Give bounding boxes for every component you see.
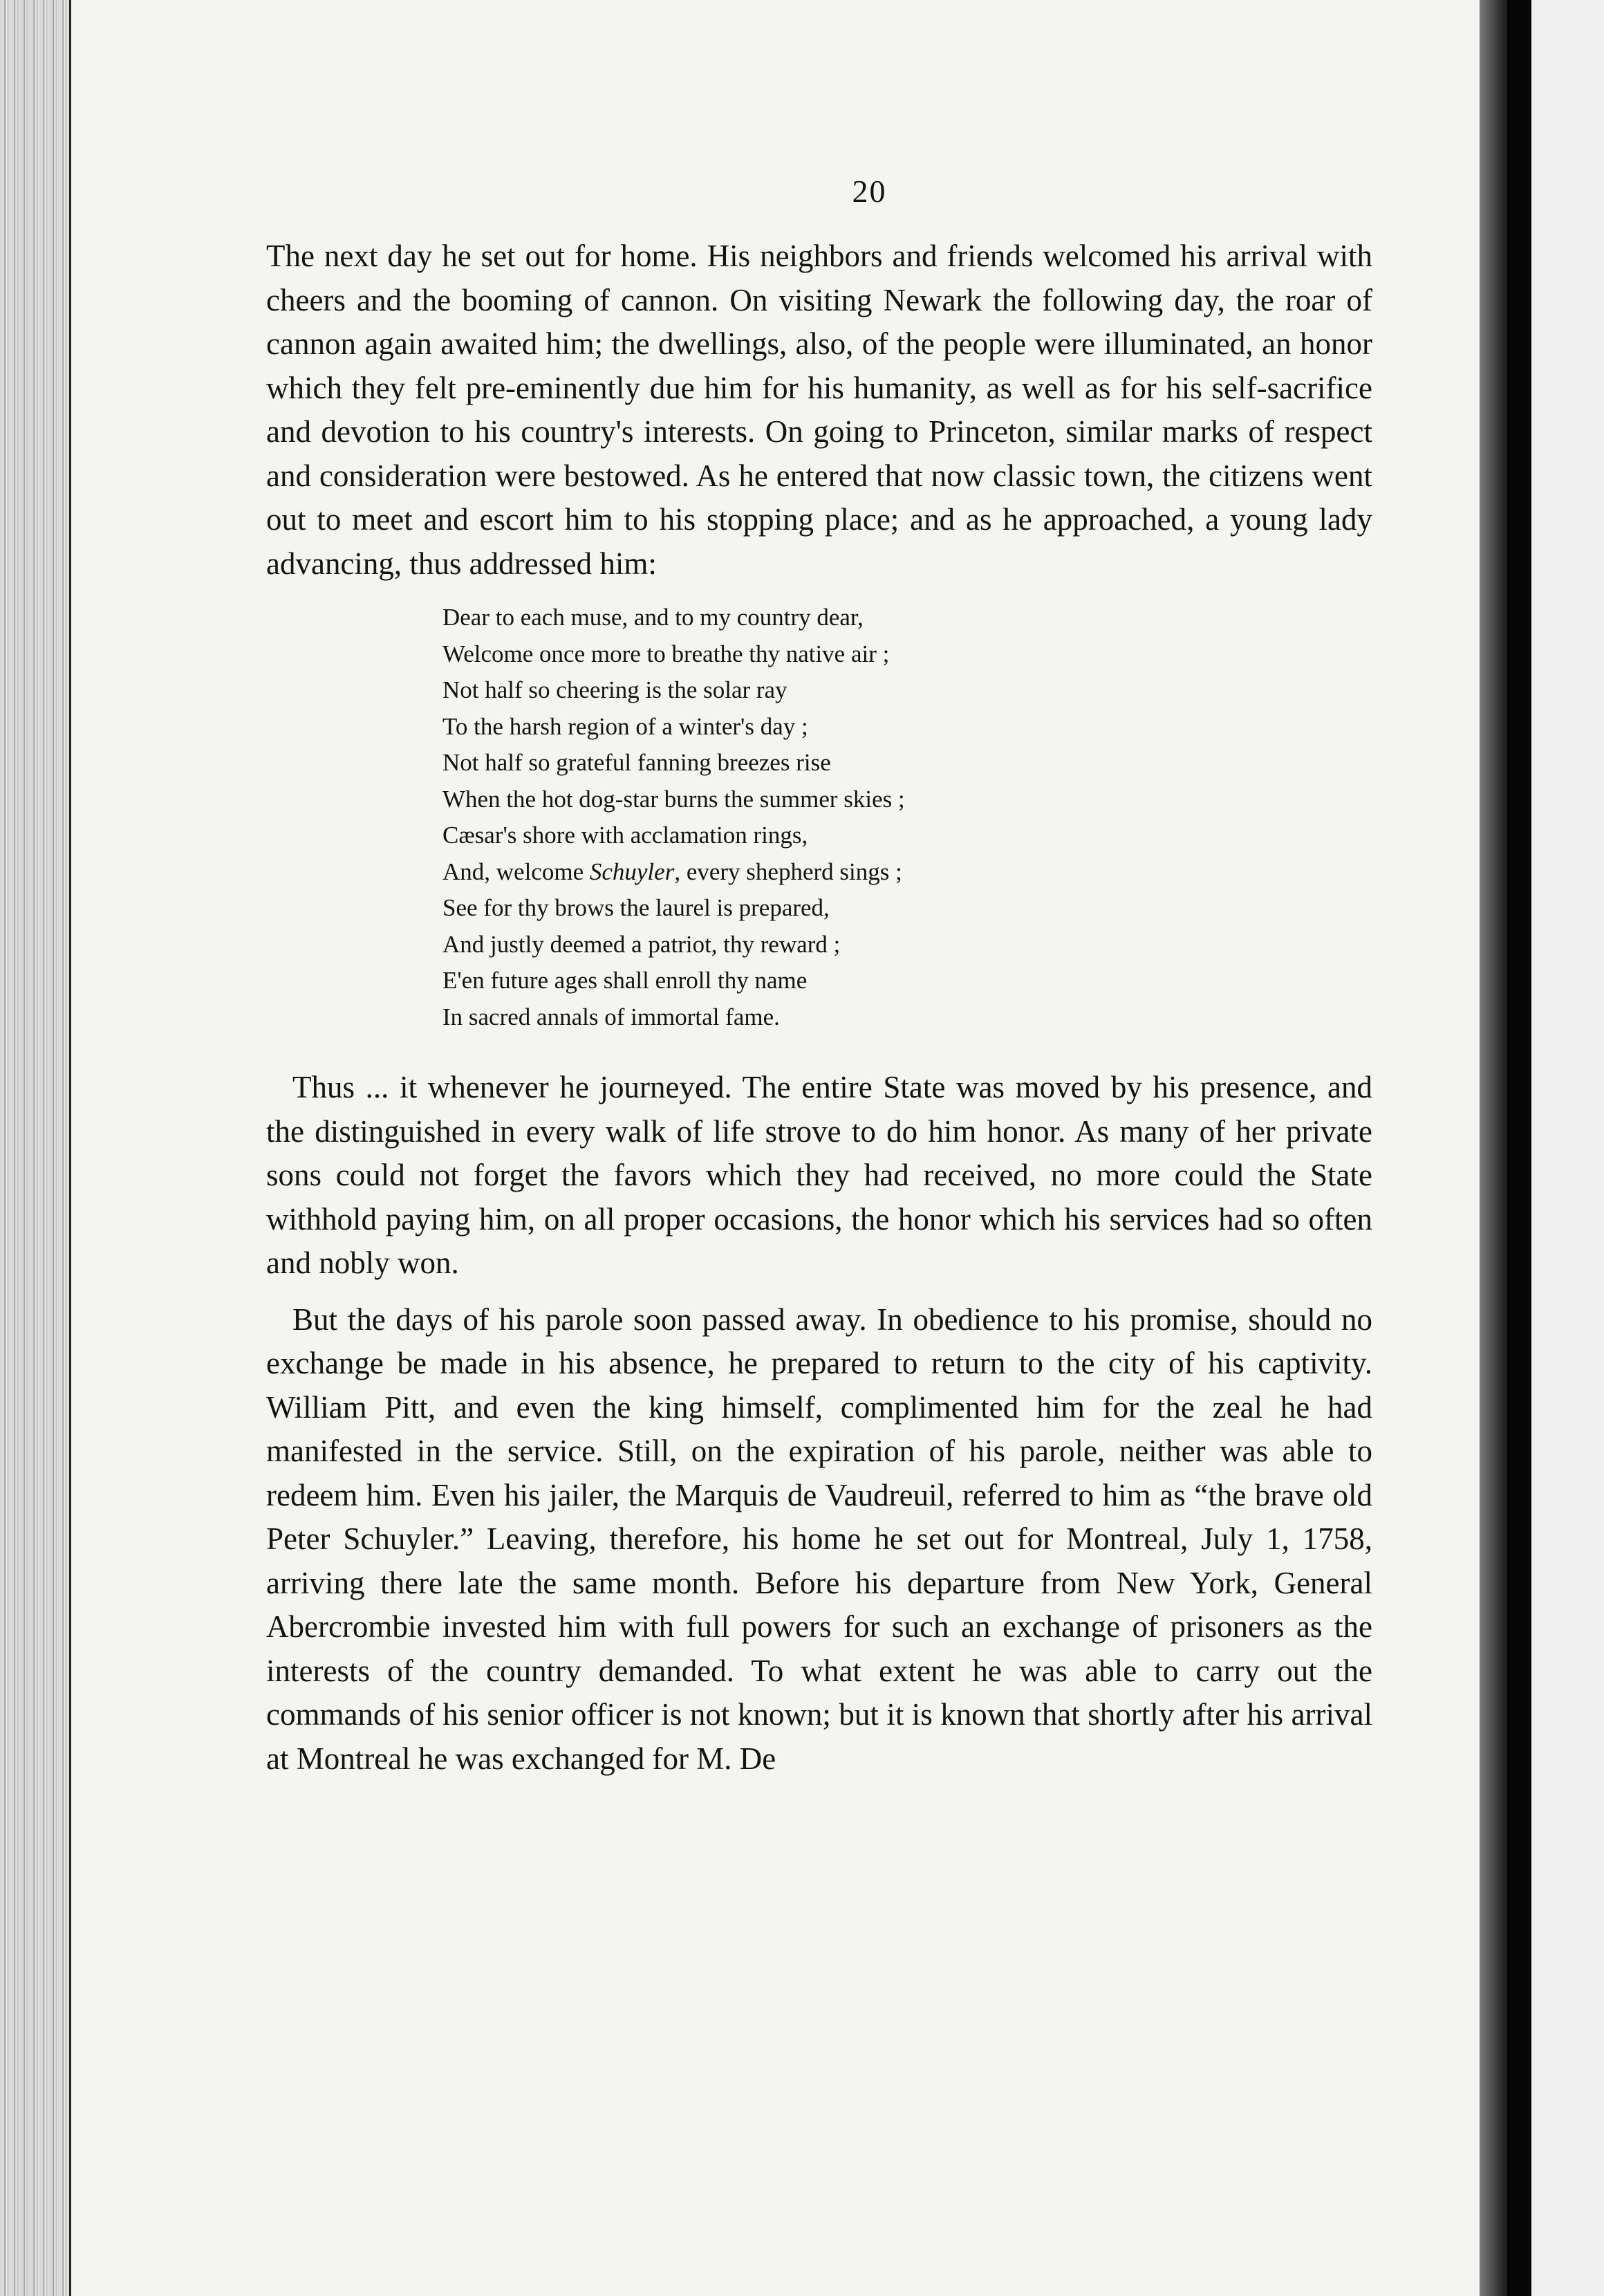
- poem-line: Welcome once more to breathe thy native air ;: [442, 640, 890, 667]
- poem-name-schuyler: Schuyler: [589, 858, 675, 885]
- poem-line-schuyler: [442, 854, 1372, 891]
- poem-text: , every shepherd sings ;: [674, 858, 902, 885]
- paragraph-3: But the days of his parole soon passed away. In obedience to his promise, should no exchange be made in his absence, he prepared to return to the city of his captivity. William Pitt, and even the king himself, complimented him for the zeal he had manifested in the service. Still, on the expiration of his parole, neither was able to redeem him. Even his jailer, the Marquis de Vaudreuil, referred to him as “the brave old Peter Schuyler.” Leaving, therefore, his home he set out for Montreal, July 1, 1758, arriving there late the same month. Before his departure from New York, General Abercrombie invested him with full powers for such an exchange of prisoners as the interests of the country demanded. To what extent he was able to carry out the commands of his senior officer is not known; but it is known that shortly after his arrival at Montreal he was exchanged for M. De: [266, 1302, 1372, 1776]
- poem-line: When the hot dog-star burns the summer skies ;: [442, 785, 905, 813]
- page-number: 20: [852, 174, 887, 209]
- poem: [442, 600, 1372, 1035]
- poem-line: To the harsh region of a winter's day ;: [442, 712, 808, 740]
- poem-line: See for thy brows the laurel is prepared,: [442, 894, 830, 921]
- page-content: [266, 173, 1372, 1781]
- facing-page-edge: [1531, 0, 1604, 2296]
- poem-line: In sacred annals of immortal fame.: [442, 1003, 780, 1030]
- book-edge: [0, 0, 76, 2296]
- paragraph-1: The next day he set out for home. His neighbors and friends welcomed his arrival with cheers and the booming of cannon. On visiting Newark the following day, the roar of cannon again awaited him; the dwellings, also, of the people were illuminated, an honor which they felt pre-eminently due him for his humanity, as well as for his self-sacrifice and devotion to his country's interests. On going to Princeton, similar marks of respect and consideration were bestowed. As he entered that now classic town, the citizens went out to meet and escort him to his stopping place; and as he approached, a young lady advancing, thus addressed him:: [266, 239, 1372, 581]
- poem-line: Not half so grateful fanning breezes rise: [442, 749, 831, 776]
- poem-line: And justly deemed a patriot, thy reward ;: [442, 930, 841, 958]
- page-gutter: [1507, 0, 1531, 2296]
- poem-line: Not half so cheering is the solar ray: [442, 676, 787, 703]
- paragraph-2: Thus ... it whenever he journeyed. The entire State was moved by his presence, and the distinguished in every walk of life strove to do him honor. As many of her private sons could not forget the favors which they had received, no more could the State withhold paying him, on all proper occasions, the honor which his services had so often and nobly won.: [266, 1070, 1372, 1280]
- poem-line: Cæsar's shore with acclamation rings,: [442, 822, 808, 849]
- poem-line: E'en future ages shall enroll thy name: [442, 967, 808, 994]
- page-gutter-shadow: [1480, 0, 1507, 2296]
- poem-text: And, welcome: [442, 858, 590, 885]
- poem-line: Dear to each muse, and to my country dear,: [442, 604, 864, 631]
